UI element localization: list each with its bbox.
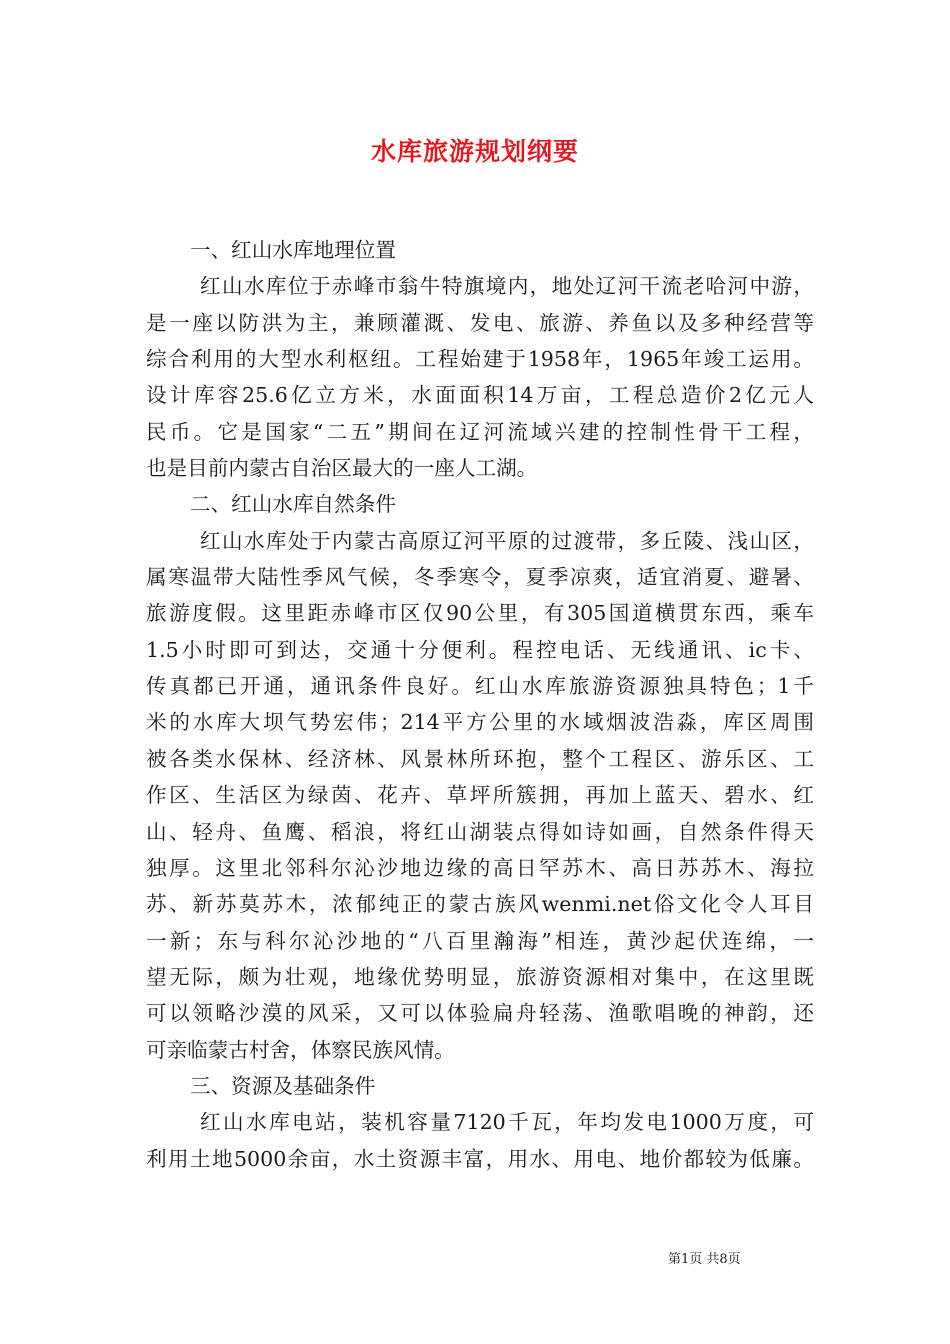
- paragraph-line: 红山水库处于内蒙古高原辽河平原的过渡带，多丘陵、浅山区，: [200, 528, 814, 553]
- paragraph-line: 属寒温带大陆性季风气候，冬季寒令，夏季凉爽，适宜消夏、避暑、: [146, 565, 814, 590]
- paragraph-line: 可亲临蒙古村舍，体察民族风情。: [146, 1037, 455, 1062]
- paragraph-line: 旅游度假。这里距赤峰市区仅90公里，有305国道横贯东西，乘车: [146, 601, 814, 626]
- paragraph-line: 是一座以防洪为主，兼顾灌溉、发电、旅游、养鱼以及多种经营等: [146, 310, 814, 335]
- paragraph-line: 传真都已开通，通讯条件良好。红山水库旅游资源独具特色；1千: [146, 674, 814, 699]
- paragraph-line: 利用土地5000余亩，水土资源丰富，用水、用电、地价都较为低廉。: [146, 1146, 814, 1171]
- paragraph-line: 设计库容25.6亿立方米，水面面积14万亩，工程总造价2亿元人: [146, 383, 814, 408]
- paragraph-line: 米的水库大坝气势宏伟；214平方公里的水域烟波浩淼，库区周围: [146, 710, 814, 735]
- paragraph-line: 望无际，颇为壮观，地缘优势明显，旅游资源相对集中，在这里既: [146, 964, 814, 989]
- section-heading: 一、红山水库地理位置: [190, 238, 396, 262]
- paragraph-line: 一新；东与科尔沁沙地的“八百里瀚海”相连，黄沙起伏连绵，一: [146, 928, 814, 953]
- paragraph-line: 作区、生活区为绿茵、花卉、草坪所簇拥，再加上蓝天、碧水、红: [146, 783, 814, 808]
- page-number: 第1页 共8页: [668, 1252, 741, 1267]
- paragraph-line: 民币。它是国家“二五”期间在辽河流域兴建的控制性骨干工程，: [146, 419, 814, 444]
- paragraph-line: 山、轻舟、鱼鹰、稻浪，将红山湖装点得如诗如画，自然条件得天: [146, 819, 814, 844]
- paragraph-line: 苏、新苏莫苏木，浓郁纯正的蒙古族风wenmi.net俗文化令人耳目: [146, 892, 814, 917]
- paragraph-line: 综合利用的大型水利枢纽。工程始建于1958年，1965年竣工运用。: [146, 347, 814, 372]
- paragraph-line: 红山水库位于赤峰市翁牛特旗境内，地处辽河干流老哈河中游，: [200, 274, 814, 299]
- section-heading: 三、资源及基础条件: [190, 1073, 376, 1098]
- document-body: [146, 232, 814, 1177]
- paragraph-line: 1.5小时即可到达，交通十分便利。程控电话、无线通讯、ic卡、: [146, 637, 814, 662]
- paragraph-line: 可以领略沙漠的风采，又可以体验扁舟轻荡、渔歌唱晚的神韵，还: [146, 1001, 814, 1026]
- paragraph-line: 也是目前内蒙古自治区最大的一座人工湖。: [146, 456, 538, 481]
- section-heading: 二、红山水库自然条件: [190, 492, 396, 517]
- paragraph-line: 独厚。这里北邻科尔沁沙地边缘的高日罕苏木、高日苏苏木、海拉: [146, 855, 814, 880]
- paragraph-line: 被各类水保林、经济林、风景林所环抱，整个工程区、游乐区、工: [146, 746, 814, 771]
- document-title: 水库旅游规划纲要: [370, 137, 579, 166]
- paragraph-line: 红山水库电站，装机容量7120千瓦，年均发电1000万度，可: [200, 1110, 814, 1135]
